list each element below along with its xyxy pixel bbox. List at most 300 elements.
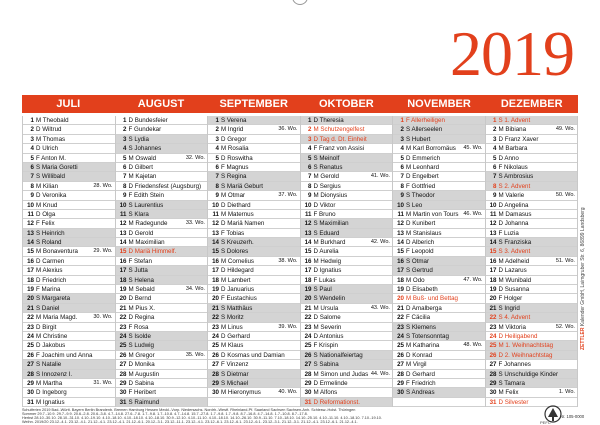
day-name: Raimund bbox=[134, 398, 160, 406]
weekday-letter: M bbox=[406, 295, 412, 303]
day-cell bbox=[116, 304, 208, 313]
day-name: Mariä Geburt bbox=[226, 182, 263, 190]
weekday-letter: F bbox=[36, 154, 40, 162]
day-number: 11 bbox=[27, 210, 34, 218]
day-name: Sabina bbox=[319, 361, 339, 369]
day-number: 13 bbox=[304, 229, 312, 237]
day-cell bbox=[301, 257, 393, 266]
day-cell bbox=[486, 323, 578, 332]
day-name: Leopold bbox=[411, 248, 434, 256]
day-name: Hildegard bbox=[227, 267, 254, 275]
day-number: 5 bbox=[123, 154, 127, 162]
day-cell bbox=[116, 285, 208, 294]
day-number: 14 bbox=[119, 239, 127, 247]
weekday-letter: D bbox=[313, 314, 318, 322]
day-name: Veronika bbox=[42, 192, 67, 200]
day-cell bbox=[208, 210, 300, 219]
day-name: Maria Goretti bbox=[41, 163, 78, 171]
day-name: Schutzengelfest bbox=[320, 126, 365, 134]
day-cell bbox=[486, 360, 578, 369]
weekday-letter: M bbox=[313, 389, 319, 397]
day-name: Viktor bbox=[319, 201, 336, 209]
day-cell bbox=[393, 247, 485, 256]
day-cell bbox=[393, 266, 485, 275]
day-cell bbox=[116, 266, 208, 275]
day-name: Helena bbox=[134, 276, 154, 284]
day-cell bbox=[208, 276, 300, 285]
weekday-letter: F bbox=[406, 117, 410, 124]
weekday-letter: D bbox=[221, 351, 226, 359]
day-name: Friedrich bbox=[42, 276, 67, 284]
day-cell bbox=[393, 323, 485, 332]
day-cell bbox=[301, 313, 393, 322]
day-name: Theodor bbox=[411, 192, 435, 200]
weekday-letter: S bbox=[406, 267, 411, 275]
day-cell bbox=[301, 201, 393, 210]
day-cell bbox=[208, 125, 300, 134]
week-number: 29. Wo. bbox=[93, 248, 113, 255]
day-cell bbox=[486, 144, 578, 153]
day-cell bbox=[116, 201, 208, 210]
day-number: 9 bbox=[493, 192, 497, 200]
day-cell bbox=[393, 210, 485, 219]
day-name: Gundekar bbox=[134, 126, 162, 134]
day-name: Regina bbox=[134, 314, 155, 322]
weekday-letter: F bbox=[221, 361, 225, 369]
day-cell bbox=[301, 229, 393, 238]
day-name: Leo bbox=[411, 201, 423, 209]
week-number: 33. Wo. bbox=[185, 220, 205, 227]
weekday-letter: F bbox=[221, 229, 225, 237]
day-number: 3 bbox=[30, 135, 34, 143]
day-cell bbox=[116, 163, 208, 172]
day-number: 19 bbox=[27, 286, 34, 294]
week-number: 51. Wo. bbox=[555, 257, 575, 264]
day-cell bbox=[116, 332, 208, 341]
day-name: Stefan bbox=[134, 257, 152, 265]
week-number: 35. Wo. bbox=[185, 351, 205, 358]
day-cell bbox=[301, 163, 393, 172]
weekday-letter: F bbox=[498, 163, 503, 171]
weekday-letter: S bbox=[406, 389, 411, 397]
day-name: Viktoria bbox=[505, 323, 526, 331]
week-number: 34. Wo. bbox=[185, 286, 205, 293]
day-number: 29 bbox=[397, 379, 404, 387]
day-cell bbox=[23, 116, 115, 125]
day-name: Lydia bbox=[134, 135, 149, 143]
day-number: 28 bbox=[27, 370, 34, 378]
weekday-letter: S bbox=[128, 145, 133, 153]
day-cell bbox=[486, 370, 578, 379]
month-column-november bbox=[393, 116, 486, 407]
day-cell bbox=[23, 191, 115, 200]
day-cell bbox=[486, 163, 578, 172]
day-cell bbox=[116, 360, 208, 369]
day-name: 2. Advent bbox=[504, 182, 531, 190]
weekday-letter: D bbox=[406, 154, 411, 162]
day-name: Kajetan bbox=[135, 173, 157, 181]
day-number: 27 bbox=[304, 361, 312, 369]
day-number: 11 bbox=[489, 210, 497, 218]
weekday-letter: D bbox=[313, 117, 318, 124]
day-number: 16 bbox=[304, 257, 312, 265]
day-name: Katharina bbox=[412, 342, 440, 350]
day-cell bbox=[393, 313, 485, 322]
weekday-letter: M bbox=[221, 126, 227, 134]
day-number: 3 bbox=[123, 135, 127, 143]
day-name: Carmen bbox=[42, 257, 65, 265]
day-name: Silvester bbox=[504, 398, 529, 406]
weekday-letter: M bbox=[406, 145, 412, 153]
day-name: Pius X. bbox=[135, 304, 155, 312]
weekday-letter: F bbox=[221, 295, 225, 303]
day-cell bbox=[393, 351, 485, 360]
weekday-letter: S bbox=[406, 126, 411, 134]
day-name: Andreas bbox=[411, 389, 435, 397]
day-number: 13 bbox=[212, 229, 219, 237]
empty-cell bbox=[393, 398, 485, 407]
day-cell bbox=[393, 257, 485, 266]
weekday-letter: S bbox=[498, 117, 503, 124]
day-name: Dionysius bbox=[320, 192, 348, 200]
day-cell bbox=[116, 294, 208, 303]
day-cell bbox=[393, 332, 485, 341]
day-number: 28 bbox=[212, 370, 219, 378]
day-cell bbox=[301, 332, 393, 341]
day-number: 25 bbox=[212, 342, 219, 350]
day-name: Rosalia bbox=[227, 145, 249, 153]
day-cell bbox=[301, 294, 393, 303]
publisher-address: Kalender GmbH, Laimgruber Str. 6, 86899 Landsberg bbox=[580, 207, 586, 327]
day-name: Lazarus bbox=[504, 267, 527, 275]
day-cell bbox=[301, 154, 393, 163]
day-number: 24 bbox=[489, 332, 497, 340]
day-name: 1. Weihnachtstag bbox=[505, 342, 554, 350]
weekday-letter: F bbox=[128, 389, 133, 397]
day-number: 29 bbox=[489, 379, 497, 387]
day-number: 2 bbox=[30, 126, 34, 134]
day-name: Amalberga bbox=[411, 304, 442, 312]
day-cell bbox=[393, 219, 485, 228]
weekday-letter: D bbox=[221, 267, 226, 275]
weekday-letter: D bbox=[313, 201, 318, 209]
day-number: 10 bbox=[212, 201, 219, 209]
day-number: 24 bbox=[397, 332, 404, 340]
day-cell bbox=[486, 285, 578, 294]
weekday-letter: M bbox=[36, 398, 42, 406]
day-name: Kunibert bbox=[412, 220, 436, 228]
day-cell bbox=[486, 116, 578, 125]
weekday-letter: D bbox=[221, 220, 226, 228]
day-number: 25 bbox=[304, 342, 312, 350]
weekday-letter: F bbox=[128, 192, 133, 200]
day-number: 26 bbox=[212, 351, 219, 359]
day-name: Anno bbox=[504, 154, 519, 162]
weekday-letter: M bbox=[498, 342, 504, 350]
day-cell bbox=[23, 247, 115, 256]
day-name: Leonhard bbox=[412, 163, 440, 171]
day-number: 20 bbox=[212, 295, 219, 303]
day-number: 18 bbox=[304, 276, 312, 284]
weekday-letter: S bbox=[221, 117, 226, 124]
weekday-letter: S bbox=[36, 295, 41, 303]
day-name: Anton M. bbox=[41, 154, 66, 162]
weekday-letter: D bbox=[128, 182, 133, 190]
day-name: Johannes bbox=[504, 361, 531, 369]
day-cell bbox=[393, 388, 485, 397]
day-name: Ermelinde bbox=[319, 379, 348, 387]
day-name: Franz Xaver bbox=[504, 135, 539, 143]
day-name: Kosmas und Damian bbox=[227, 351, 285, 359]
weekday-letter: M bbox=[313, 239, 319, 247]
day-name: Innozenz I. bbox=[41, 370, 73, 378]
weekday-letter: M bbox=[406, 163, 412, 171]
day-number: 26 bbox=[27, 351, 34, 359]
day-name: Virgil bbox=[412, 361, 427, 369]
weekday-letter: D bbox=[313, 398, 318, 406]
weekday-letter: M bbox=[498, 276, 504, 284]
day-name: Heiligabend bbox=[504, 332, 538, 340]
day-name: Barbara bbox=[505, 145, 528, 153]
day-number: 3 bbox=[400, 135, 404, 143]
day-cell bbox=[116, 370, 208, 379]
weekday-letter: F bbox=[36, 220, 40, 228]
weekday-letter: M bbox=[498, 323, 504, 331]
weekday-letter: S bbox=[36, 173, 41, 181]
day-name: Klara bbox=[134, 210, 149, 218]
day-number: 28 bbox=[304, 370, 312, 378]
day-number: 26 bbox=[304, 351, 312, 359]
weekday-letter: M bbox=[406, 276, 412, 284]
day-cell bbox=[23, 182, 115, 191]
day-name: Knud bbox=[42, 201, 58, 209]
day-number: 15 bbox=[119, 248, 127, 256]
day-cell bbox=[23, 135, 115, 144]
day-cell bbox=[208, 135, 300, 144]
day-name: Stanislaus bbox=[412, 229, 442, 237]
day-number: 3 bbox=[308, 135, 312, 143]
weekday-letter: D bbox=[313, 248, 318, 256]
day-name: Gerhard bbox=[412, 370, 435, 378]
weekday-letter: S bbox=[128, 267, 133, 275]
week-number: 43. Wo. bbox=[370, 304, 390, 311]
weekday-letter: S bbox=[221, 239, 226, 247]
week-number: 50. Wo. bbox=[555, 192, 575, 199]
weekday-letter: F bbox=[36, 351, 40, 359]
day-number: 1 bbox=[215, 117, 219, 124]
day-number: 8 bbox=[215, 182, 219, 190]
day-cell bbox=[208, 341, 300, 350]
day-name: Sebald bbox=[135, 286, 155, 294]
weekday-letter: D bbox=[128, 314, 133, 322]
weekday-letter: M bbox=[498, 257, 504, 265]
day-name: Margareta bbox=[41, 295, 71, 303]
weekday-letter: F bbox=[406, 314, 410, 322]
day-name: Kilian bbox=[42, 182, 59, 190]
day-name: Thomas bbox=[42, 135, 66, 143]
day-name: Friedensfest (Augsburg) bbox=[134, 182, 202, 190]
day-number: 5 bbox=[215, 154, 219, 162]
weekday-letter: S bbox=[221, 182, 226, 190]
day-cell bbox=[393, 125, 485, 134]
day-cell bbox=[116, 229, 208, 238]
day-cell bbox=[208, 172, 300, 181]
day-number: 22 bbox=[397, 314, 404, 322]
day-name: Hedwig bbox=[320, 257, 342, 265]
day-number: 4 bbox=[308, 145, 312, 153]
day-number: 20 bbox=[489, 295, 497, 303]
day-number: 15 bbox=[27, 248, 34, 256]
holiday-row: Weihn. 2019/20 23.12.-4.1. 23.12.-4.1. 21.12.-4.1. 23.12.-4.1. 21.12.-6.1. 20.12.-3.1. 23.12.-11.1. 23.12.-4.1. 23.12.-6.1. 23.12.-6.1. 23.12.-6.1. 23.12.-3.1. 21.12.-3.1. 21.12.-4.1. 23.12.-6.1. 21.12.-4.1. bbox=[22, 420, 358, 424]
day-number: 19 bbox=[119, 286, 127, 294]
day-number: 3 bbox=[493, 135, 497, 143]
day-cell bbox=[23, 154, 115, 163]
day-cell bbox=[23, 125, 115, 134]
day-cell bbox=[23, 323, 115, 332]
day-number: 27 bbox=[212, 361, 219, 369]
day-cell bbox=[301, 323, 393, 332]
day-cell bbox=[23, 229, 115, 238]
day-number: 9 bbox=[400, 192, 404, 200]
day-cell bbox=[301, 135, 393, 144]
holiday-row: Schulferien 2019 Bad.-Württ. Bayern Berlin Brandenb. Bremen Hamburg Hessen Meckl.-Vorp. Niedersachs. Nordrh.-Westf. Rheinland-Pf. Saarland Sachsen Sachsen-Anh. Schlesw.-Holst. Thüringen bbox=[22, 408, 356, 412]
month-column-oktober bbox=[301, 116, 394, 407]
day-cell bbox=[301, 276, 393, 285]
day-number: 11 bbox=[304, 210, 312, 218]
day-number: 21 bbox=[212, 304, 219, 312]
day-cell bbox=[393, 294, 485, 303]
day-name: Adelheid bbox=[505, 257, 530, 265]
day-number: 23 bbox=[27, 323, 34, 331]
weekday-letter: D bbox=[498, 154, 503, 162]
day-name: Otmar bbox=[411, 257, 430, 265]
day-number: 9 bbox=[215, 192, 219, 200]
day-name: Birgit bbox=[42, 323, 57, 331]
day-cell bbox=[393, 285, 485, 294]
holiday-row: Sommer 29.7.-10.9. 29.7.-9.9. 20.6.-2.8. 20.6.-3.8. 4.7.-14.8. 27.6.-7.8. 1.7.-9.8. 1.7.-10.8. 4.7.-14.8. 15.7.-27.8. 1.7.-9.8. 1.7.-9.8. 8.7.-16.8. 4.7.-14.8. 1.7.-10.8. 8.7.-17.8. bbox=[22, 412, 308, 417]
day-name: Renatus bbox=[319, 163, 343, 171]
day-cell bbox=[208, 191, 300, 200]
day-number: 9 bbox=[123, 192, 127, 200]
day-cell bbox=[393, 172, 485, 181]
day-cell bbox=[208, 247, 300, 256]
day-cell bbox=[486, 201, 578, 210]
day-name: Ludwig bbox=[134, 342, 154, 350]
day-name: Johannes bbox=[134, 145, 162, 153]
weekday-letter: M bbox=[313, 126, 319, 134]
day-number: 8 bbox=[30, 182, 34, 190]
weekday-letter: M bbox=[221, 342, 227, 350]
day-number: 10 bbox=[397, 201, 404, 209]
day-name: Ignatius bbox=[319, 267, 342, 275]
day-cell bbox=[486, 332, 578, 341]
weekday-letter: M bbox=[498, 210, 504, 218]
weekday-letter: S bbox=[313, 351, 318, 359]
day-number: 1 bbox=[308, 117, 312, 124]
school-holidays-table bbox=[22, 408, 534, 424]
day-name: Gregor bbox=[227, 135, 247, 143]
weekday-letter: M bbox=[498, 192, 504, 200]
weekday-letter: D bbox=[313, 182, 318, 190]
day-number: 29 bbox=[27, 379, 34, 387]
day-number: 6 bbox=[308, 163, 312, 171]
day-name: Michael bbox=[226, 379, 249, 387]
month-column-september bbox=[208, 116, 301, 407]
day-cell bbox=[301, 191, 393, 200]
day-number: 2 bbox=[308, 126, 312, 134]
day-number: 24 bbox=[119, 332, 127, 340]
day-name: Bonaventura bbox=[42, 248, 78, 256]
day-number: 28 bbox=[119, 370, 127, 378]
day-number: 22 bbox=[27, 314, 34, 322]
weekday-letter: D bbox=[36, 257, 41, 265]
day-cell bbox=[208, 154, 300, 163]
day-name: Alexius bbox=[42, 267, 63, 275]
day-number: 18 bbox=[489, 276, 497, 284]
day-cell bbox=[301, 266, 393, 275]
day-name: Allerheiligen bbox=[411, 117, 445, 124]
day-cell bbox=[116, 154, 208, 163]
day-name: Franziska bbox=[504, 239, 532, 247]
day-cell bbox=[208, 379, 300, 388]
week-number: 44. Wo. bbox=[370, 370, 390, 377]
week-number: 42. Wo. bbox=[370, 239, 390, 246]
calendar-grid bbox=[22, 116, 578, 407]
week-number: 52. Wo. bbox=[555, 323, 575, 330]
day-cell bbox=[486, 388, 578, 397]
day-cell bbox=[208, 116, 300, 125]
weekday-letter: D bbox=[406, 370, 411, 378]
weekday-letter: S bbox=[128, 201, 133, 209]
day-cell bbox=[486, 125, 578, 134]
weekday-letter: M bbox=[128, 370, 134, 378]
weekday-letter: S bbox=[36, 239, 41, 247]
publisher-brand: ZETTLER bbox=[580, 327, 586, 350]
day-number: 8 bbox=[308, 182, 312, 190]
day-name: Emmerich bbox=[412, 154, 441, 162]
day-number: 23 bbox=[304, 323, 312, 331]
week-number: 32. Wo. bbox=[185, 154, 205, 161]
day-number: 21 bbox=[489, 304, 497, 312]
day-number: 17 bbox=[489, 267, 497, 275]
day-name: Matthäus bbox=[226, 304, 253, 312]
day-number: 2 bbox=[493, 126, 497, 134]
day-cell bbox=[393, 370, 485, 379]
day-name: Mariä Himmelf. bbox=[134, 248, 177, 256]
day-name: Mariä Namen bbox=[227, 220, 265, 228]
day-number: 6 bbox=[123, 163, 127, 171]
day-name: Severin bbox=[320, 323, 342, 331]
empty-cell bbox=[208, 398, 300, 407]
day-name: Bundesfeier bbox=[134, 117, 168, 124]
weekday-letter: M bbox=[221, 145, 227, 153]
day-cell bbox=[208, 266, 300, 275]
day-cell bbox=[116, 247, 208, 256]
day-number: 19 bbox=[397, 286, 404, 294]
day-name: Heribert bbox=[134, 389, 157, 397]
day-name: Januarius bbox=[227, 286, 255, 294]
day-name: Nationalfeiertag bbox=[319, 351, 363, 359]
day-cell bbox=[486, 219, 578, 228]
month-column-juli bbox=[23, 116, 116, 407]
day-name: Paul bbox=[319, 286, 332, 294]
day-name: Klemens bbox=[411, 323, 436, 331]
day-number: 2 bbox=[215, 126, 219, 134]
weekday-letter: S bbox=[221, 304, 226, 312]
weekday-letter: M bbox=[36, 117, 42, 124]
day-name: Jutta bbox=[134, 267, 148, 275]
day-number: 17 bbox=[212, 267, 219, 275]
